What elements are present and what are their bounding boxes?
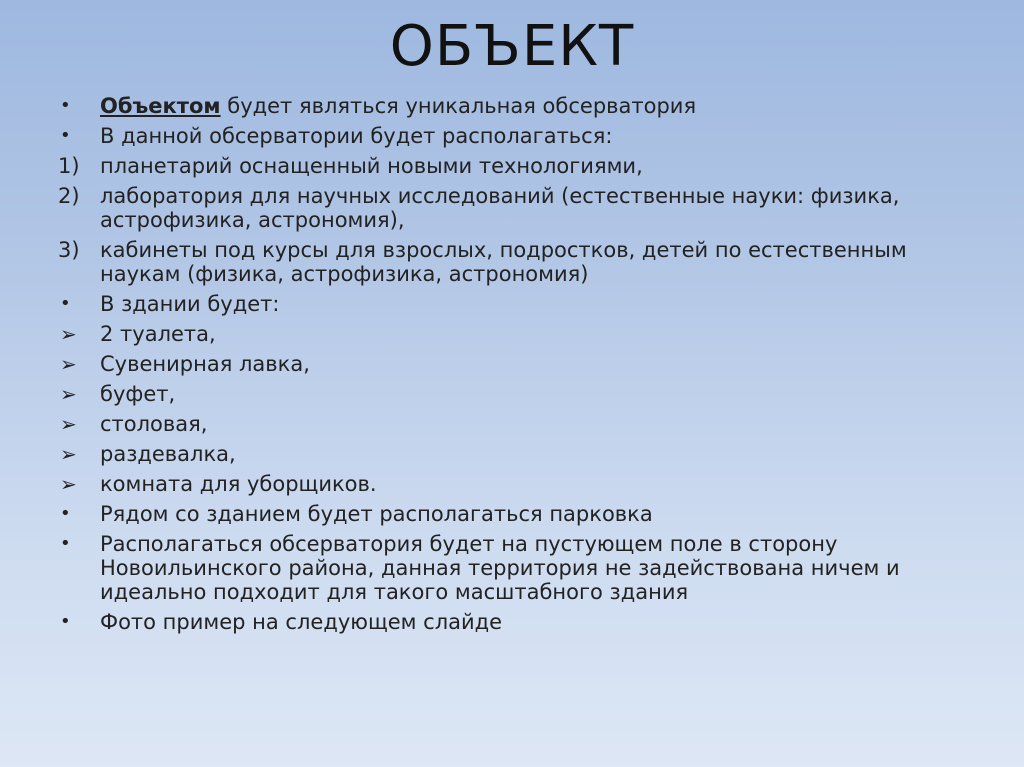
list-item-text: В здании будет: [100, 292, 280, 316]
arrow-marker-icon: ➢ [60, 382, 77, 406]
list-item-text: Рядом со зданием будет располагаться парковка [100, 502, 653, 526]
bullet-marker: • [60, 503, 71, 524]
number-marker: 1) [58, 154, 80, 178]
list-item-building-intro [58, 292, 958, 316]
list-item-facilities-intro [58, 124, 958, 148]
arrow-marker-icon: ➢ [60, 412, 77, 436]
bullet-marker: • [60, 95, 71, 116]
list-item-text: планетарий оснащенный новыми технологиями, [100, 154, 643, 178]
list-item-text: 2 туалета, [100, 322, 216, 346]
list-item-toilets [58, 322, 958, 346]
list-item-text: будет являться уникальная обсерватория [220, 94, 697, 118]
bullet-marker: • [60, 533, 71, 554]
arrow-marker-icon: ➢ [60, 442, 77, 466]
list-item-courses [58, 238, 958, 286]
list-item-text: лаборатория для научных исследований (естественные науки: физика, астрофизика, астрономия), [100, 184, 900, 232]
bullet-marker: • [60, 293, 71, 314]
list-item-text: комната для уборщиков. [100, 472, 377, 496]
list-item-text: раздевалка, [100, 442, 236, 466]
list-item-text: кабинеты под курсы для взрослых, подростков, детей по естественным наукам (физика, астрофизика, астрономия) [100, 238, 907, 286]
list-item-text: В данной обсерватории будет располагаться: [100, 124, 613, 148]
list-item-text: столовая, [100, 412, 208, 436]
list-item-text: буфет, [100, 382, 176, 406]
list-item-buffet [58, 382, 958, 406]
object-term: Объектом [100, 94, 221, 118]
list-item-souvenir-shop [58, 352, 958, 376]
list-item-object [58, 94, 958, 118]
arrow-marker-icon: ➢ [60, 352, 77, 376]
number-marker: 3) [58, 238, 80, 262]
list-item-laboratory [58, 184, 958, 232]
arrow-marker-icon: ➢ [60, 472, 77, 496]
list-item-cleaners-room [58, 472, 958, 496]
bullet-marker: • [60, 125, 71, 146]
list-item-text: Фото пример на следующем слайде [100, 610, 503, 634]
slide-title: ОБЪЕКТ [389, 14, 635, 79]
list-item-parking [58, 502, 958, 526]
list-item-text: Располагаться обсерватория будет на пустующем поле в сторону Новоильинского района, данная территория не задействована ничем и идеально подходит для такого масштабного здания [100, 532, 900, 604]
bullet-marker: • [60, 611, 71, 632]
list-item-location [58, 532, 958, 604]
number-marker: 2) [58, 184, 80, 208]
list-item-planetarium [58, 154, 958, 178]
list-item-photo-note [58, 610, 958, 634]
arrow-marker-icon: ➢ [60, 322, 77, 346]
list-item-canteen [58, 412, 958, 436]
list-item-cloakroom [58, 442, 958, 466]
slide-content-list [58, 94, 958, 640]
list-item-text: Сувенирная лавка, [100, 352, 310, 376]
